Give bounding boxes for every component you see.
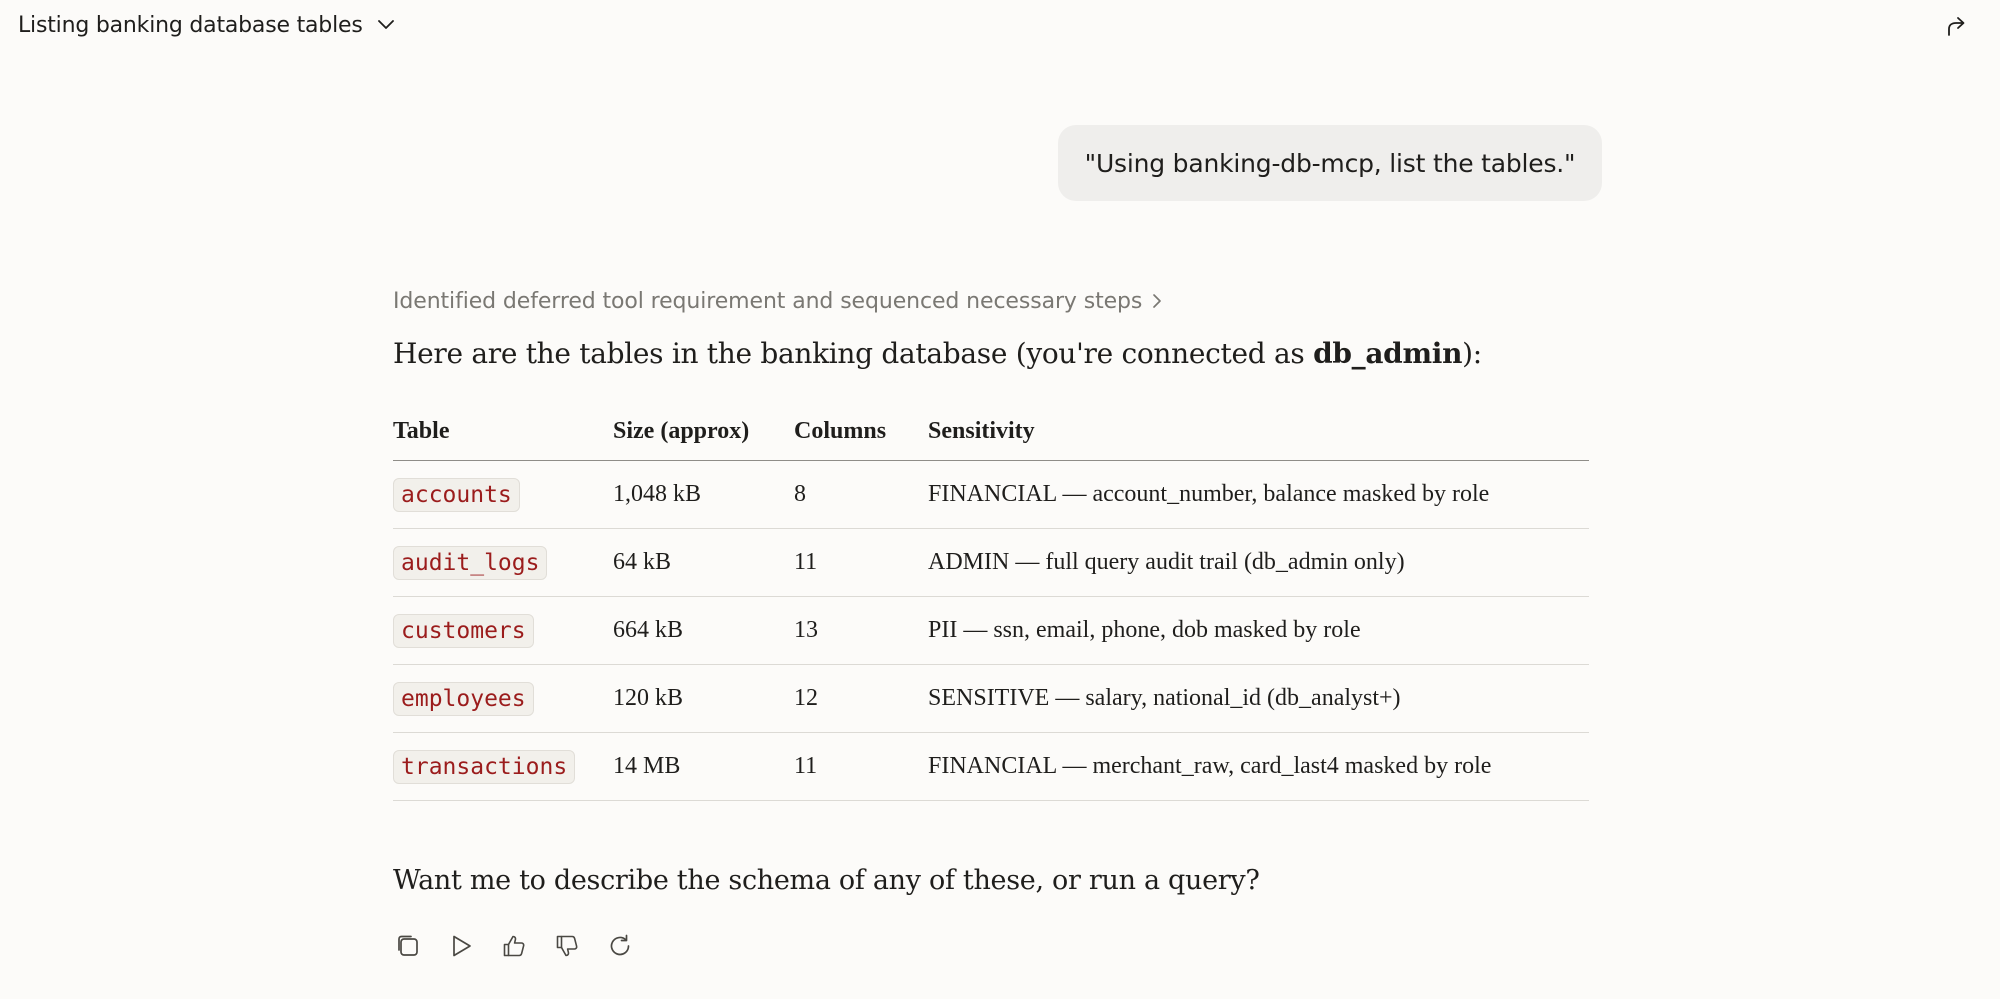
table-row [393, 597, 1589, 665]
table-header-row [393, 402, 1589, 461]
table-size: 664 kB [613, 617, 684, 643]
read-aloud-button[interactable] [446, 931, 476, 961]
table-columns: 8 [794, 481, 806, 507]
chevron-down-icon [377, 19, 395, 31]
table-columns: 12 [794, 685, 818, 711]
table-sensitivity: ADMIN — full query audit trail (db_admin only) [928, 549, 1405, 575]
table-sensitivity: SENSITIVE — salary, national_id (db_analyst+) [928, 685, 1401, 711]
message-actions [393, 931, 658, 961]
table-sensitivity: FINANCIAL — merchant_raw, card_last4 masked by role [928, 753, 1492, 779]
table-name-code: transactions [393, 750, 575, 784]
tables-table [393, 402, 1589, 801]
response-intro [393, 334, 1482, 374]
table-sensitivity: FINANCIAL — account_number, balance masked by role [928, 481, 1490, 507]
table-sensitivity: PII — ssn, email, phone, dob masked by role [928, 617, 1361, 643]
thumbs-up-icon [501, 933, 527, 959]
thumbs-up-button[interactable] [499, 931, 529, 961]
copy-button[interactable] [393, 931, 423, 961]
followup-question: Want me to describe the schema of any of these, or run a query? [393, 865, 1260, 896]
table-row [393, 461, 1589, 529]
table-name-code: accounts [393, 478, 520, 512]
intro-text: Here are the tables in the banking database (you're connected as [393, 337, 1314, 370]
table-columns: 13 [794, 617, 818, 643]
thinking-summary-text: Identified deferred tool requirement and sequenced necessary steps [393, 288, 1143, 314]
table-size: 64 kB [613, 549, 672, 575]
copy-icon [395, 933, 421, 959]
intro-role: db_admin [1313, 337, 1463, 370]
play-icon [448, 933, 474, 959]
share-arrow-icon [1944, 14, 1968, 38]
user-message-text: "Using banking-db-mcp, list the tables." [1084, 148, 1576, 178]
table-row [393, 665, 1589, 733]
conversation-title-button[interactable] [18, 10, 395, 40]
table-size: 1,048 kB [613, 481, 702, 507]
thumbs-down-icon [554, 933, 580, 959]
table-name-code: employees [393, 682, 534, 716]
table-columns: 11 [794, 753, 818, 779]
top-bar [0, 0, 2000, 50]
retry-icon [607, 933, 633, 959]
table-columns: 11 [794, 549, 818, 575]
thinking-summary-toggle[interactable] [393, 285, 1162, 317]
table-row [393, 529, 1589, 597]
header-columns: Columns [794, 417, 887, 444]
header-table: Table [393, 417, 450, 444]
table-name-code: audit_logs [393, 546, 547, 580]
table-size: 14 MB [613, 753, 681, 779]
intro-suffix: ): [1462, 337, 1482, 370]
table-row [393, 733, 1589, 801]
header-sensitivity: Sensitivity [928, 417, 1035, 444]
chevron-right-icon [1152, 293, 1162, 309]
table-name-code: customers [393, 614, 534, 648]
user-message-bubble [1058, 125, 1602, 201]
retry-button[interactable] [605, 931, 635, 961]
thumbs-down-button[interactable] [552, 931, 582, 961]
table-size: 120 kB [613, 685, 684, 711]
header-size: Size (approx) [613, 417, 750, 444]
conversation-title: Listing banking database tables [18, 12, 363, 38]
share-button[interactable] [1940, 10, 1972, 42]
